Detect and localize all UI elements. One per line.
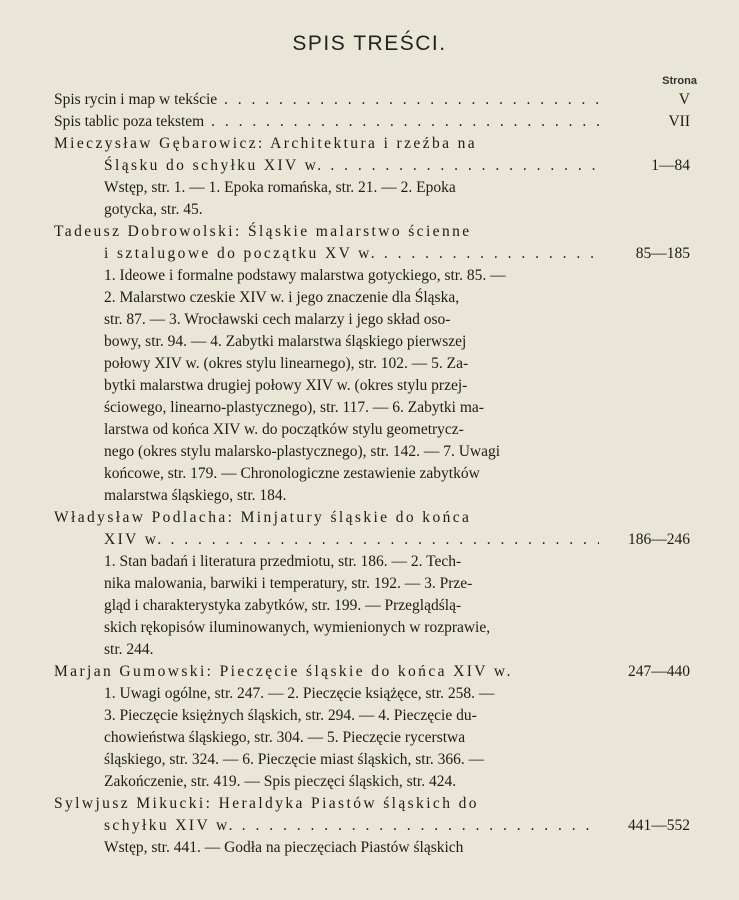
toc-subentry-line: 3. Pieczęcie księżnych śląskich, str. 294. — 4. Pieczęcie du- <box>104 707 477 724</box>
toc-subentry-line: Wstęp, str. 441. — Godła na pieczęciach Piastów śląskich <box>104 839 464 856</box>
toc-subentry-line: Wstęp, str. 1. — 1. Epoka romańska, str. 21. — 2. Epoka <box>104 179 456 196</box>
toc-entry-title-line: XIV w. . . . <box>104 529 599 551</box>
toc-subentry-line: gląd i charakterystyka zabytków, str. 199. — Przeglądślą- <box>104 597 462 614</box>
toc-subentry-line: bytki malarstwa drugiej połowy XIV w. (okres stylu przej- <box>104 377 468 394</box>
toc-subentry-line: gotycka, str. 45. <box>104 201 203 218</box>
toc-subentry-line: 1. Stan badań i literatura przedmiotu, str. 186. — 2. Tech- <box>104 553 462 570</box>
toc-entry-page: 1—84 <box>651 157 690 174</box>
toc-entry-title-line: Tadeusz Dobrowolski: Śląskie malarstwo ścienne <box>54 223 472 240</box>
toc-subentry-line: chowieństwa śląskiego, str. 304. — 5. Pieczęcie rycerstwa <box>104 729 466 746</box>
toc-entry-title-line: Marjan Gumowski: Pieczęcie śląskie do końca XIV w. <box>54 663 513 680</box>
toc-entry-title-line: Władysław Podlacha: Minjatury śląskie do końca <box>54 509 472 526</box>
toc-entry-title: Spis tablic poza tekstem . . . <box>54 111 599 133</box>
toc-subentry-line: bowy, str. 94. — 4. Zabytki malarstwa śląskiego pierwszej <box>104 333 467 350</box>
toc-entry-title-line: schyłku XIV w. . . . <box>104 815 599 837</box>
toc-subentry-line: Zakończenie, str. 419. — Spis pieczęci śląskich, str. 424. <box>104 773 457 790</box>
toc-entry-page: V <box>678 91 690 108</box>
toc-subentry-line: nego (okres stylu malarsko-plastycznego), str. 142. — 7. Uwagi <box>104 443 501 460</box>
toc-subentry-line: połowy XIV w. (okres stylu linearnego), str. 102. — 5. Za- <box>104 355 469 372</box>
toc-entry-page: VII <box>668 113 690 130</box>
toc-entry-page: 186—246 <box>628 531 690 548</box>
toc-entry-title-line: Sylwjusz Mikucki: Heraldyka Piastów śląskich do <box>54 795 479 812</box>
toc-subentry-line: śląskiego, str. 324. — 6. Pieczęcie miast śląskich, str. 366. — <box>104 751 485 768</box>
page-column-header: Strona <box>662 75 697 87</box>
toc-entry-page: 441—552 <box>628 817 690 834</box>
toc-subentry-line: str. 244. <box>104 641 154 658</box>
toc-subentry-line: larstwa od końca XIV w. do początków stylu geometrycz- <box>104 421 464 438</box>
toc-entry-page: 85—185 <box>635 245 690 262</box>
toc-subentry-line: nika malowania, barwiki i temperatury, str. 192. — 3. Prze- <box>104 575 473 592</box>
toc-entry-title-line: i sztalugowe do początku XV w. . . . <box>104 243 599 265</box>
toc-subentry-line: malarstwa śląskiego, str. 184. <box>104 487 287 504</box>
toc-entry-title: Spis rycin i map w tekście . . . <box>54 89 599 111</box>
toc-entry-title-line: Mieczysław Gębarowicz: Architektura i rzeźba na <box>54 135 478 152</box>
toc-subentry-line: skich rękopisów iluminowanych, wymienionych w rozprawie, <box>104 619 491 636</box>
toc-subentry-line: 2. Malarstwo czeskie XIV w. i jego znaczenie dla Śląska, <box>104 289 460 306</box>
toc-subentry-line: ściowego, linearno-plastycznego), str. 117. — 6. Zabytki ma- <box>104 399 484 416</box>
page-title: SPIS TREŚCI. <box>292 32 447 55</box>
toc-subentry-line: 1. Uwagi ogólne, str. 247. — 2. Pieczęcie książęce, str. 258. — <box>104 685 495 702</box>
toc-subentry-line: str. 87. — 3. Wrocławski cech malarzy i jego skład oso- <box>104 311 451 328</box>
toc-subentry-line: końcowe, str. 179. — Chronologiczne zestawienie zabytków <box>104 465 480 482</box>
toc-entry-page: 247—440 <box>628 663 690 680</box>
toc-entry-title-line: Śląsku do schyłku XIV w. . . . <box>104 155 599 177</box>
toc-subentry-line: 1. Ideowe i formalne podstawy malarstwa gotyckiego, str. 85. — <box>104 267 506 284</box>
